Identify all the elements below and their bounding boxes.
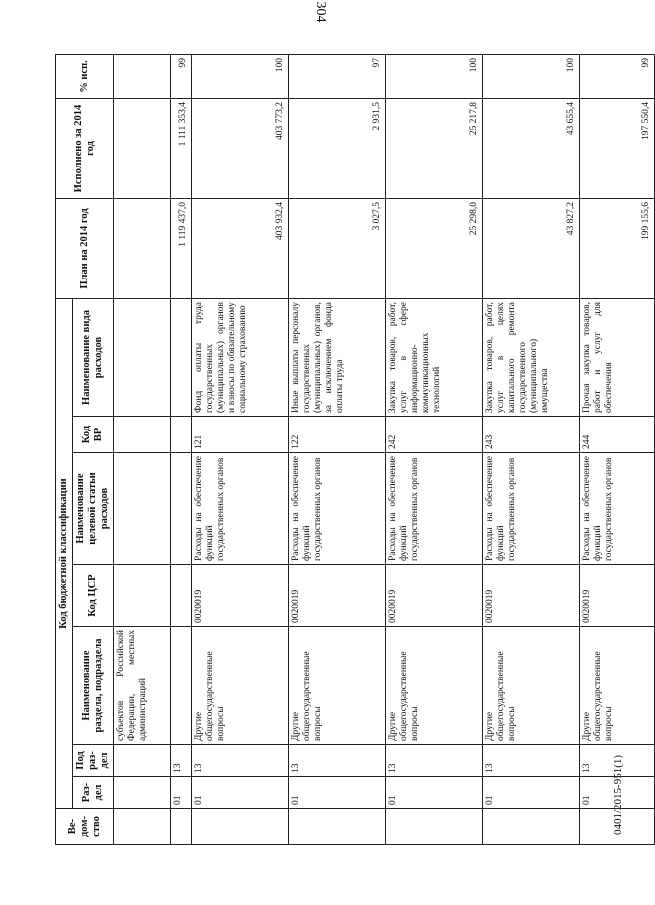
cell-csr-name: Расходы на обеспечение функций государственных органов bbox=[483, 453, 580, 565]
summary-row bbox=[171, 55, 192, 845]
budget-table bbox=[55, 54, 655, 845]
cell-razdel: 01 bbox=[483, 777, 580, 809]
cell-csr: 0020019 bbox=[483, 565, 580, 627]
cell-razdel: 01 bbox=[386, 777, 483, 809]
table-row bbox=[483, 55, 580, 845]
header-fact: Исполнено за 2014 год bbox=[56, 99, 114, 199]
header-vr-name: Наименование вида расходов bbox=[73, 299, 114, 417]
table-row bbox=[192, 55, 289, 845]
cell-razdel: 01 bbox=[192, 777, 289, 809]
header-vr: Код ВР bbox=[73, 417, 114, 453]
cell-fact: 403 773,2 bbox=[192, 99, 289, 199]
cell-pct: 99 bbox=[580, 55, 655, 99]
header-csr-name: Наименование целевой статьи расходов bbox=[73, 453, 114, 565]
cell-razdel: 01 bbox=[580, 777, 655, 809]
cell-pct: 97 bbox=[289, 55, 386, 99]
cell-fact: 2 931,5 bbox=[289, 99, 386, 199]
cell-plan: 1 119 437,0 bbox=[171, 199, 192, 299]
cell-pct: 100 bbox=[483, 55, 580, 99]
header-razdel-name: Наименование раздела, подраздела bbox=[73, 627, 114, 745]
cell-plan: 43 827,2 bbox=[483, 199, 580, 299]
cell-razdel: 01 bbox=[289, 777, 386, 809]
table-row bbox=[289, 55, 386, 845]
cell-csr: 0020019 bbox=[580, 565, 655, 627]
header-ved: Ве-дом-ство bbox=[56, 809, 114, 845]
cell-csr-name: Расходы на обеспечение функций государственных органов bbox=[289, 453, 386, 565]
cell-razdel-name: субъектов Российской Федерации, местных администраций bbox=[114, 627, 171, 745]
cell-fact: 197 550,4 bbox=[580, 99, 655, 199]
cell-plan: 3 027,5 bbox=[289, 199, 386, 299]
header-podrazdel: Под раз-дел bbox=[73, 745, 114, 777]
cell-pct: 100 bbox=[386, 55, 483, 99]
cell-fact: 43 655,4 bbox=[483, 99, 580, 199]
table-row bbox=[386, 55, 483, 845]
cell-razdel-name: Другие общегосударственные вопросы bbox=[483, 627, 580, 745]
cell-vr-name: Закупка товаров, работ, услуг в сфере информационно-коммуникационных технологий bbox=[386, 299, 483, 417]
cell-vr-name: Закупка товаров, работ, услуг в целях капитального ремонта государственного (муниципального) имущества bbox=[483, 299, 580, 417]
cell-podrazdel: 13 bbox=[192, 745, 289, 777]
cell-vr: 244 bbox=[580, 417, 655, 453]
cell-pct: 100 bbox=[192, 55, 289, 99]
cell-plan: 199 155,6 bbox=[580, 199, 655, 299]
table-row bbox=[114, 55, 171, 845]
cell-razdel-name: Другие общегосударственные вопросы bbox=[192, 627, 289, 745]
table-header bbox=[56, 55, 114, 845]
cell-fact: 25 217,8 bbox=[386, 99, 483, 199]
cell-podrazdel: 13 bbox=[580, 745, 655, 777]
header-code-group: Код бюджетной классификации bbox=[56, 299, 73, 809]
cell-csr: 0020019 bbox=[386, 565, 483, 627]
cell-vr: 242 bbox=[386, 417, 483, 453]
cell-podrazdel: 13 bbox=[171, 745, 192, 777]
cell-podrazdel: 13 bbox=[289, 745, 386, 777]
cell-vr-name: Иные выплаты персоналу государственных (муниципальных) органов, за исключением фонда оплаты труда bbox=[289, 299, 386, 417]
cell-podrazdel: 13 bbox=[386, 745, 483, 777]
cell-csr-name: Расходы на обеспечение функций государственных органов bbox=[386, 453, 483, 565]
cell-vr: 121 bbox=[192, 417, 289, 453]
cell-pct: 99 bbox=[171, 55, 192, 99]
header-pct: % исп. bbox=[56, 55, 114, 99]
cell-vr-name: Фонд оплаты труда государственных (муниципальных) органов и взносы по обязательному социальному страхованию bbox=[192, 299, 289, 417]
table-row bbox=[580, 55, 655, 845]
cell-plan: 403 932,4 bbox=[192, 199, 289, 299]
cell-plan: 25 298,0 bbox=[386, 199, 483, 299]
cell-csr-name: Расходы на обеспечение функций государственных органов bbox=[192, 453, 289, 565]
cell-podrazdel: 13 bbox=[483, 745, 580, 777]
cell-csr: 0020019 bbox=[192, 565, 289, 627]
cell-razdel-name: Другие общегосударственные вопросы bbox=[386, 627, 483, 745]
cell-csr: 0020019 bbox=[289, 565, 386, 627]
cell-vr: 122 bbox=[289, 417, 386, 453]
cell-csr-name: Расходы на обеспечение функций государственных органов bbox=[580, 453, 655, 565]
document-code: 0401/2015-951(1) bbox=[612, 754, 624, 835]
cell-razdel: 01 bbox=[171, 777, 192, 809]
cell-razdel-name: Другие общегосударственные вопросы bbox=[580, 627, 655, 745]
header-plan: План на 2014 год bbox=[56, 199, 114, 299]
cell-fact: 1 111 353,4 bbox=[171, 99, 192, 199]
page-number: 304 bbox=[313, 1, 328, 23]
header-csr: Код ЦСР bbox=[73, 565, 114, 627]
header-razdel: Раз-дел bbox=[73, 777, 114, 809]
cell-vr: 243 bbox=[483, 417, 580, 453]
cell-vr-name: Прочая закупка товаров, работ и услуг для обеспечения bbox=[580, 299, 655, 417]
cell-razdel-name: Другие общегосударственные вопросы bbox=[289, 627, 386, 745]
